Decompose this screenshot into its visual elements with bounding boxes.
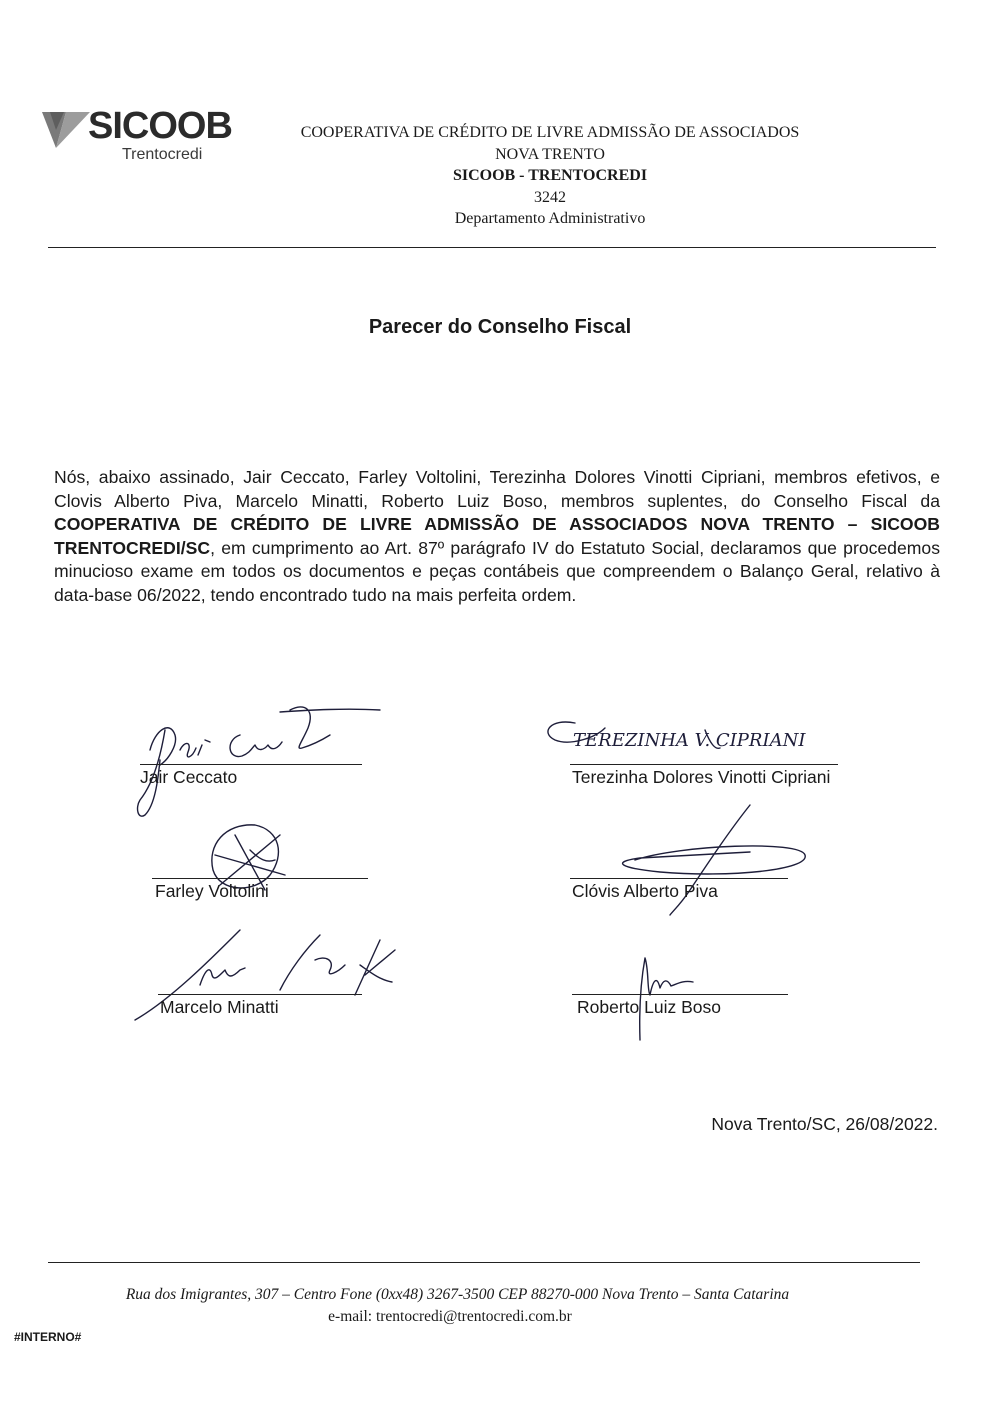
body-text-bold: COOPERATIVA DE CRÉDITO DE LIVRE ADMISSÃO DE ASSOCIADOS NOVA TRENTO – SICOOB TRENTOCREDI/SC (54, 514, 940, 558)
logo-subtitle: Trentocredi (122, 146, 203, 163)
signature-line-roberto (572, 994, 788, 995)
footer-divider (48, 1262, 920, 1263)
footer-email: e-mail: trentocredi@trentocredi.com.br (328, 1308, 572, 1325)
signer-name-clovis: Clóvis Alberto Piva (572, 881, 718, 901)
header-code: 3242 (534, 189, 566, 206)
header-divider (48, 247, 936, 248)
footer-address: Rua dos Imigrantes, 307 – Centro Fone (0xx48) 3267-3500 CEP 88270-000 Nova Trento – Santa Catarina (125, 1286, 790, 1303)
logo-brand: SICOOB (88, 105, 232, 147)
place-and-date: Nova Trento/SC, 26/08/2022. (711, 1114, 938, 1134)
signature-handwritten-text: TEREZINHA V. CIPRIANI (573, 730, 806, 751)
signature-jair-ceccato (130, 690, 390, 830)
sicoob-logo (40, 104, 240, 166)
signer-name-marcelo: Marcelo Minatti (160, 997, 279, 1017)
body-paragraph (54, 466, 940, 607)
signer-name-roberto: Roberto Luiz Boso (577, 997, 721, 1017)
body-text-part2: , em cumprimento ao Art. 87º parágrafo IV do Estatuto Social, declaramos que procedemos minucioso exame em todos os documentos e peças contábeis que compreendem o Balanço Geral, relativo à data-base 06/2022, tendo encontrado tudo na mais perfeita ordem. (54, 537, 940, 605)
body-text-part1: Nós, abaixo assinado, Jair Ceccato, Farley Voltolini, Terezinha Dolores Vinotti Cipriani, membros efetivos, e Clovis Alberto Piva, Marcelo Minatti, Roberto Luiz Boso, membros suplentes, do Conselho Fiscal da (54, 467, 940, 511)
header-cooperative-name: COOPERATIVA DE CRÉDITO DE LIVRE ADMISSÃO DE ASSOCIADOS (300, 124, 800, 141)
signer-name-terezinha: Terezinha Dolores Vinotti Cipriani (572, 767, 831, 787)
header-city: NOVA TRENTO (495, 146, 605, 163)
signature-terezinha-cipriani (535, 708, 855, 768)
sicoob-logo-icon (40, 110, 95, 150)
signature-line-jair (140, 764, 362, 765)
signer-name-farley: Farley Voltolini (155, 881, 269, 901)
internal-tag: #INTERNO# (14, 1330, 82, 1344)
signature-line-farley (152, 878, 368, 879)
signature-line-clovis (570, 878, 788, 879)
signature-line-terezinha (570, 764, 838, 765)
header-sicoob-name: SICOOB - TRENTOCREDI (452, 167, 648, 184)
header-department: Departamento Administrativo (454, 210, 646, 227)
signature-clovis-piva (600, 800, 810, 920)
signer-name-jair: Jair Ceccato (140, 767, 238, 787)
signature-line-marcelo (158, 994, 362, 995)
document-title: Parecer do Conselho Fiscal (368, 316, 632, 338)
